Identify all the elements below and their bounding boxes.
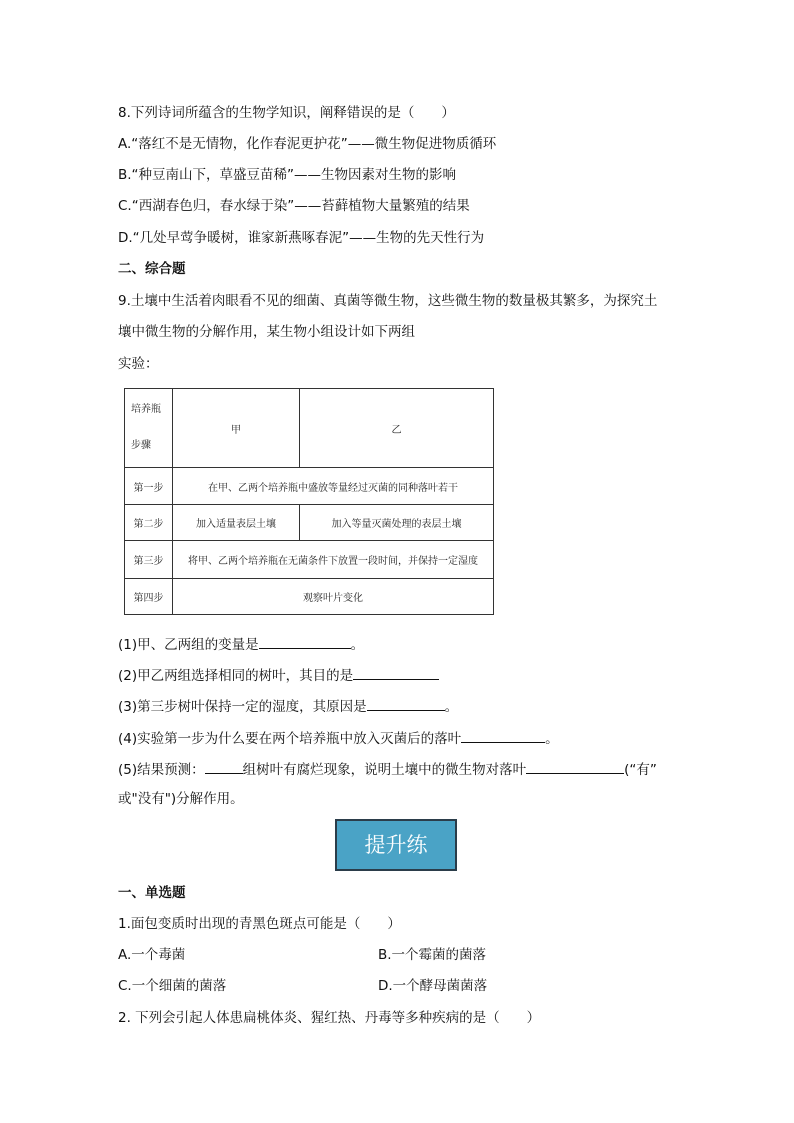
mc1-option-a: A.一个毒菌 bbox=[118, 947, 186, 963]
corner-label-step: 步骤 bbox=[131, 440, 151, 451]
q8-option-d: D.“几处早莺争暖树，谁家新燕啄春泥”——生物的先天性行为 bbox=[118, 230, 485, 246]
q9-sub4-end: 。 bbox=[545, 731, 559, 747]
q8-option-c: C.“西湖春色归，春水绿于染”——苔藓植物大量繁殖的结果 bbox=[118, 198, 470, 214]
table-merged-cell: 将甲、乙两个培养瓶在无菌条件下放置一段时间，并保持一定湿度 bbox=[173, 541, 494, 579]
section-banner: 提升练 bbox=[335, 819, 457, 871]
experiment-table bbox=[124, 388, 494, 615]
q8-stem: 8.下列诗词所蕴含的生物学知识，阐释错误的是（ ） bbox=[118, 105, 455, 121]
q9-sub5-end: (“有” bbox=[624, 762, 657, 778]
mc1-option-c: C.一个细菌的菌落 bbox=[118, 978, 227, 994]
mc2-stem: 2. 下列会引起人体患扁桃体炎、猩红热、丹毒等多种疾病的是（ ） bbox=[118, 1010, 541, 1026]
mc1-option-d: D.一个酵母菌菌落 bbox=[378, 978, 488, 994]
table-row bbox=[125, 579, 494, 615]
q9-sub5-middle: 组树叶有腐烂现象，说明土壤中的微生物对落叶 bbox=[242, 762, 527, 778]
table-header-yi: 乙 bbox=[300, 389, 494, 468]
table-cell-jia: 加入适量表层土壤 bbox=[173, 505, 300, 541]
table-row bbox=[125, 541, 494, 579]
section-heading-comprehensive: 二、综合题 bbox=[118, 261, 186, 277]
q9-sub3-end: 。 bbox=[444, 699, 459, 715]
table-row bbox=[125, 468, 494, 505]
answer-blank[interactable] bbox=[367, 696, 445, 711]
q9-sub2-text: (2)甲乙两组选择相同的树叶，其目的是 bbox=[118, 668, 354, 684]
answer-blank[interactable] bbox=[353, 665, 439, 680]
q9-sub5-text: (5)结果预测： bbox=[118, 762, 205, 778]
q9-sub2 bbox=[118, 665, 439, 685]
table-merged-cell: 在甲、乙两个培养瓶中盛放等量经过灭菌的同种落叶若干 bbox=[173, 468, 494, 505]
q8-option-a: A.“落红不是无情物，化作春泥更护花”——微生物促进物质循环 bbox=[118, 136, 497, 152]
mc1-option-b: B.一个霉菌的菌落 bbox=[378, 947, 487, 963]
table-corner-cell bbox=[125, 389, 173, 468]
q8-option-b: B.“种豆南山下，草盛豆苗稀”——生物因素对生物的影响 bbox=[118, 167, 457, 183]
table-cell-yi: 加入等量灭菌处理的表层土壤 bbox=[300, 505, 494, 541]
q9-sub1-end: 。 bbox=[350, 637, 365, 653]
q9-stem-line2: 壤中微生物的分解作用，某生物小组设计如下两组 bbox=[118, 324, 415, 340]
table-header-jia: 甲 bbox=[173, 389, 300, 468]
answer-blank[interactable] bbox=[259, 634, 351, 649]
q9-sub4 bbox=[118, 728, 559, 748]
q9-sub3-text: (3)第三步树叶保持一定的湿度，其原因是 bbox=[118, 699, 367, 715]
q9-stem-line1: 9.土壤中生活着肉眼看不见的细菌、真菌等微生物，这些微生物的数量极其繁多，为探究土 bbox=[118, 293, 658, 309]
table-step-label: 第一步 bbox=[125, 468, 173, 505]
corner-label-bottle: 培养瓶 bbox=[131, 404, 161, 415]
q9-sub3 bbox=[118, 696, 458, 716]
table-row bbox=[125, 505, 494, 541]
q9-sub1-text: (1)甲、乙两组的变量是 bbox=[118, 637, 259, 653]
table-merged-cell: 观察叶片变化 bbox=[173, 579, 494, 615]
q9-sub1 bbox=[118, 634, 364, 654]
section-heading-single-choice: 一、单选题 bbox=[118, 885, 186, 901]
table-step-label: 第三步 bbox=[125, 541, 173, 579]
q9-sub5-line1 bbox=[118, 759, 657, 779]
q9-stem-line3: 实验： bbox=[118, 356, 159, 372]
q9-sub4-text: (4)实验第一步为什么要在两个培养瓶中放入灭菌后的落叶 bbox=[118, 731, 462, 747]
answer-blank[interactable] bbox=[461, 728, 545, 743]
q9-sub5-line2: 或"没有")分解作用。 bbox=[118, 791, 244, 807]
table-step-label: 第二步 bbox=[125, 505, 173, 541]
table-step-label: 第四步 bbox=[125, 579, 173, 615]
mc1-stem: 1.面包变质时出现的青黑色斑点可能是（ ） bbox=[118, 916, 401, 932]
answer-blank[interactable] bbox=[526, 759, 624, 774]
answer-blank[interactable] bbox=[205, 759, 243, 774]
